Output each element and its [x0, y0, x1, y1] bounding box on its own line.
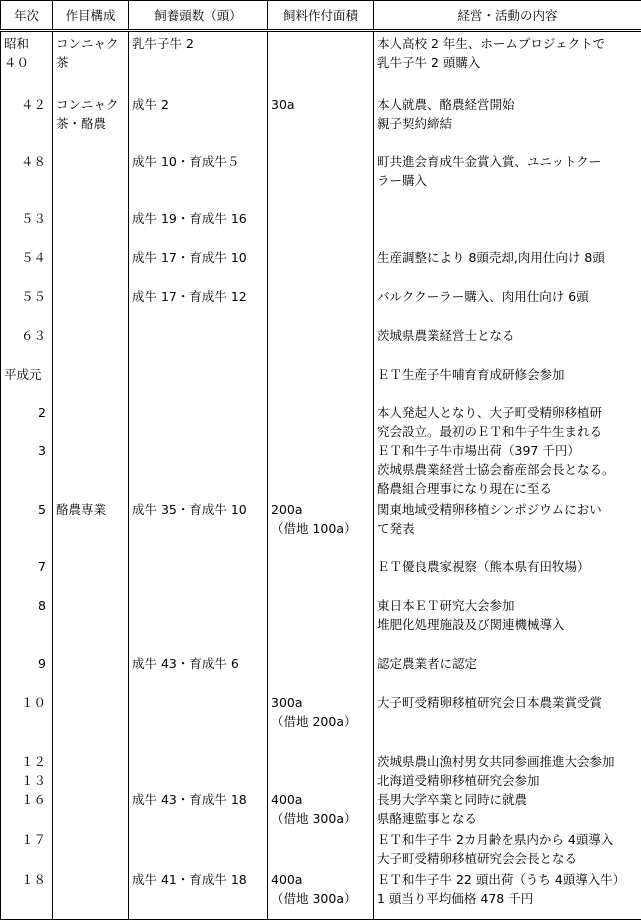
year-cell: ４２	[1, 93, 53, 150]
table-row	[1, 498, 641, 555]
herd-cell: 成牛 17・育成牛 10	[129, 246, 268, 285]
activity-cell: ＥＴ優良農家視察（熊本県有田牧場）	[374, 555, 641, 594]
area-cell: 300a （借地 200a）	[268, 691, 374, 750]
year-cell: ５３	[1, 207, 53, 246]
year-cell: １２ １３ １６	[1, 750, 53, 828]
activity-cell: 生産調整により 8頭売却,肉用仕向け 8頭	[374, 246, 641, 285]
activity-cell: 関東地域受精卵移植シンポジウムにおい て発表	[374, 498, 641, 555]
header-year: 年次	[1, 1, 53, 31]
area-cell	[268, 31, 374, 93]
herd-cell	[129, 363, 268, 401]
activity-cell: 本人就農、酪農経営開始 親子契約締結	[374, 93, 641, 150]
table-body	[1, 31, 641, 920]
area-cell	[268, 246, 374, 285]
area-cell	[268, 594, 374, 652]
crops-cell	[53, 324, 129, 363]
activity-cell	[374, 207, 641, 246]
herd-cell	[129, 555, 268, 594]
herd-cell	[129, 401, 268, 498]
table-row	[1, 363, 641, 401]
activity-cell: 本人発起人となり、大子町受精卵移植研 究会設立。最初のＥＴ和牛子牛生まれる ＥＴ和牛子牛市場出荷（397 千円） 茨城県農業経営士協会畜産部会長となる。 酪農組合理事になり現在に至る	[374, 401, 641, 498]
year-cell: 8	[1, 594, 53, 652]
herd-cell	[129, 324, 268, 363]
area-cell: 30a	[268, 93, 374, 150]
activity-cell: ＥＴ和牛子牛 2カ月齢を県内から 4頭導入 大子町受精卵移植研究会会長となる	[374, 828, 641, 868]
crops-cell	[53, 750, 129, 828]
year-cell: ６３	[1, 324, 53, 363]
herd-cell: 成牛 10・育成牛５	[129, 150, 268, 207]
crops-cell	[53, 828, 129, 868]
crops-cell	[53, 150, 129, 207]
area-cell: 400a （借地 300a）	[268, 750, 374, 828]
table-row	[1, 401, 641, 498]
year-cell: ５５	[1, 285, 53, 324]
area-cell	[268, 555, 374, 594]
year-cell: １０	[1, 691, 53, 750]
year-cell: １７	[1, 828, 53, 868]
crops-cell: コンニャク 茶・酪農	[53, 93, 129, 150]
header-activity: 経営・活動の内容	[374, 1, 641, 31]
activity-cell: 本人高校 2 年生、ホームプロジェクトで 乳牛子牛 2 頭購入	[374, 31, 641, 93]
crops-cell	[53, 555, 129, 594]
header-herd: 飼養頭数（頭）	[129, 1, 268, 31]
herd-cell: 乳牛子牛 2	[129, 31, 268, 93]
crops-cell: 酪農専業	[53, 498, 129, 555]
activity-cell: 町共進会育成牛金賞入賞、ユニットクー ラー購入	[374, 150, 641, 207]
activity-cell: 茨城県農山漁村男女共同参画推進大会参加 北海道受精卵移植研究会参加 長男大学卒業と同時に就農 県酪連監事となる	[374, 750, 641, 828]
herd-cell: 成牛 35・育成牛 10	[129, 498, 268, 555]
herd-cell: 成牛 43・育成牛 18	[129, 750, 268, 828]
table-row	[1, 150, 641, 207]
table-row	[1, 828, 641, 868]
crops-cell	[53, 652, 129, 691]
area-cell	[268, 207, 374, 246]
year-cell: 9	[1, 652, 53, 691]
area-cell	[268, 652, 374, 691]
crops-cell	[53, 691, 129, 750]
crops-cell	[53, 868, 129, 920]
activity-cell: 認定農業者に認定	[374, 652, 641, 691]
crops-cell	[53, 401, 129, 498]
activity-cell: ＥＴ和牛子牛 22 頭出荷（うち 4頭導入牛） 1 頭当り平均価格 478 千円	[374, 868, 641, 920]
area-cell	[268, 324, 374, 363]
year-cell: ４８	[1, 150, 53, 207]
herd-cell: 成牛 41・育成牛 18	[129, 868, 268, 920]
year-cell: 5	[1, 498, 53, 555]
area-cell	[268, 150, 374, 207]
table-row	[1, 207, 641, 246]
herd-cell	[129, 691, 268, 750]
table-row	[1, 594, 641, 652]
year-cell: 昭和 ４０	[1, 31, 53, 93]
herd-cell: 成牛 17・育成牛 12	[129, 285, 268, 324]
activity-cell: 大子町受精卵移植研究会日本農業賞受賞	[374, 691, 641, 750]
activity-cell: ＥＴ生産子牛哺育育成研修会参加	[374, 363, 641, 401]
table-row	[1, 246, 641, 285]
header-crops: 作目構成	[53, 1, 129, 31]
crops-cell	[53, 207, 129, 246]
table-row	[1, 652, 641, 691]
header-area: 飼料作付面積	[268, 1, 374, 31]
area-cell	[268, 828, 374, 868]
year-cell: 2 3	[1, 401, 53, 498]
herd-cell: 成牛 19・育成牛 16	[129, 207, 268, 246]
table-row	[1, 93, 641, 150]
table-row	[1, 324, 641, 363]
activity-cell: 茨城県農業経営士となる	[374, 324, 641, 363]
table-row	[1, 285, 641, 324]
area-cell	[268, 401, 374, 498]
area-cell	[268, 363, 374, 401]
year-cell: 7	[1, 555, 53, 594]
herd-cell: 成牛 43・育成牛 6	[129, 652, 268, 691]
herd-cell: 成牛 2	[129, 93, 268, 150]
table-row	[1, 868, 641, 920]
activity-cell: バルククーラー購入、肉用仕向け 6頭	[374, 285, 641, 324]
year-cell: ５４	[1, 246, 53, 285]
crops-cell	[53, 363, 129, 401]
crops-cell	[53, 594, 129, 652]
table-row	[1, 750, 641, 828]
herd-cell	[129, 828, 268, 868]
crops-cell	[53, 246, 129, 285]
table-row	[1, 691, 641, 750]
table-row	[1, 555, 641, 594]
activity-cell: 東日本ＥＴ研究大会参加 堆肥化処理施設及び関連機械導入	[374, 594, 641, 652]
header-row	[1, 1, 641, 31]
area-cell	[268, 285, 374, 324]
year-cell: １８	[1, 868, 53, 920]
year-cell: 平成元	[1, 363, 53, 401]
herd-cell	[129, 594, 268, 652]
area-cell: 200a （借地 100a）	[268, 498, 374, 555]
crops-cell	[53, 285, 129, 324]
table-row	[1, 31, 641, 93]
crops-cell: コンニャク 茶	[53, 31, 129, 93]
area-cell: 400a （借地 300a）	[268, 868, 374, 920]
